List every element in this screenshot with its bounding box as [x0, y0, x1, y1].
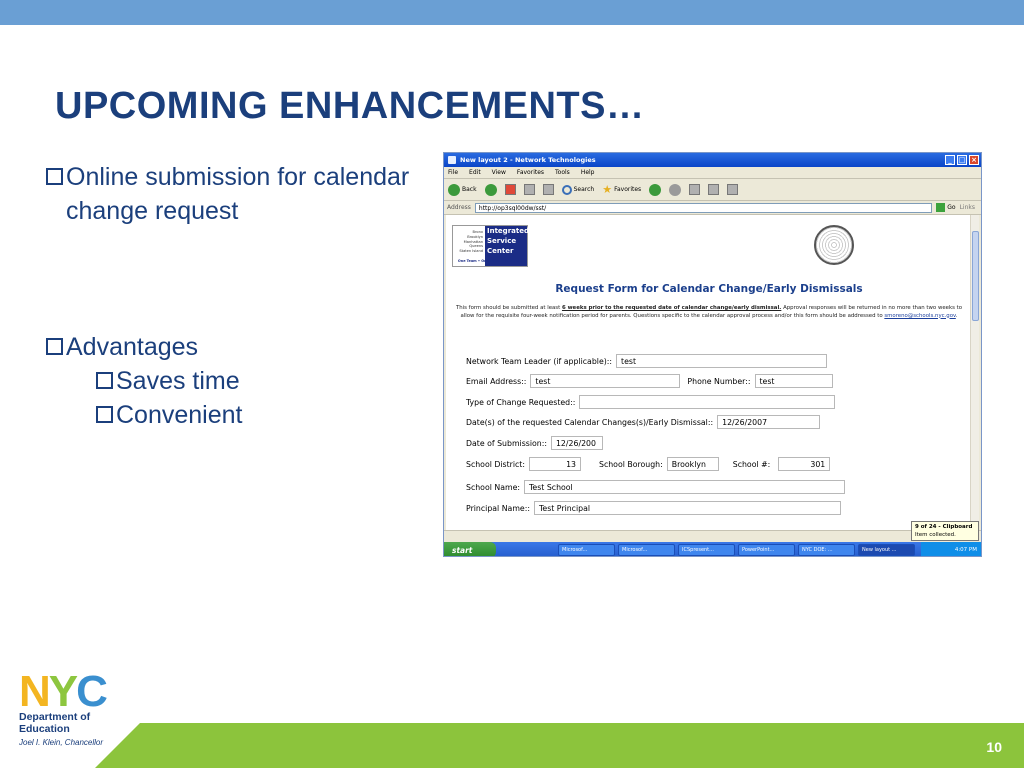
- address-input[interactable]: http://op3sql00dw/sst/: [475, 203, 932, 213]
- bullet-list: [46, 160, 426, 432]
- address-label: Address: [447, 204, 471, 211]
- checkbox-bullet-icon: [46, 338, 63, 355]
- stop-icon[interactable]: [505, 184, 516, 195]
- mail-icon[interactable]: [669, 184, 681, 196]
- principal-name-field[interactable]: Test Principal: [534, 501, 841, 515]
- back-arrow-icon: [448, 184, 460, 196]
- requested-dates-field[interactable]: 12/26/2007: [717, 415, 820, 429]
- menu-view[interactable]: View: [491, 169, 506, 176]
- city-seal-icon: [814, 225, 854, 265]
- bullet-online-submission: [46, 160, 426, 228]
- department-name: Department of Education: [19, 711, 91, 735]
- task-button[interactable]: Microsof...: [618, 544, 675, 556]
- star-icon: ★: [602, 183, 613, 196]
- search-button[interactable]: Search: [562, 185, 595, 195]
- school-name-field[interactable]: Test School: [524, 480, 845, 494]
- bullet-text: Convenient: [116, 401, 243, 429]
- history-icon[interactable]: [649, 184, 661, 196]
- bullet-text: Saves time: [116, 367, 240, 395]
- maximize-icon[interactable]: □: [958, 156, 966, 164]
- field-row-principal: Principal Name:: Test Principal: [466, 501, 841, 515]
- field-row-submission: Date of Submission:: 12/26/200: [466, 436, 603, 450]
- change-type-field[interactable]: [579, 395, 835, 409]
- field-row-email-phone: Email Address:: test Phone Number:: test: [466, 374, 833, 388]
- close-icon[interactable]: ×: [969, 155, 979, 165]
- field-row-school: School District: 13 School Borough: Brooklyn School #: 301: [466, 457, 830, 471]
- bullet-saves-time: [46, 364, 426, 398]
- chancellor-name: Joel I. Klein, Chancellor: [19, 738, 104, 747]
- folder-icon[interactable]: [727, 184, 738, 195]
- favorites-button[interactable]: ★ Favorites: [602, 183, 642, 196]
- menu-file[interactable]: File: [448, 169, 459, 176]
- contact-email-link[interactable]: smoreno@schools.nyc.gov: [884, 312, 956, 319]
- district-field[interactable]: 13: [529, 457, 581, 471]
- bullet-advantages: [46, 330, 426, 364]
- status-bar: [444, 530, 982, 542]
- clipboard-popup[interactable]: 9 of 24 - Clipboard Item collected.: [911, 521, 979, 541]
- links-label[interactable]: Links: [959, 204, 975, 211]
- window-title: New layout 2 - Network Technologies: [460, 156, 596, 164]
- scroll-thumb[interactable]: [972, 231, 979, 321]
- field-row-school-name: School Name: Test School: [466, 480, 845, 494]
- field-row-dates: Date(s) of the requested Calendar Changes(s)/Early Dismissal:: 12/26/2007: [466, 415, 820, 429]
- slide-title: UPCOMING ENHANCEMENTS…: [55, 85, 645, 127]
- page-number: 10: [986, 739, 1002, 755]
- menu-favorites[interactable]: Favorites: [516, 169, 545, 176]
- checkbox-bullet-icon: [96, 372, 113, 389]
- search-icon: [562, 185, 572, 195]
- email-field[interactable]: test: [530, 374, 680, 388]
- checkbox-bullet-icon: [46, 168, 63, 185]
- task-button-active[interactable]: New layout ...: [858, 544, 915, 556]
- forward-arrow-icon[interactable]: [485, 184, 497, 196]
- page-content: [446, 215, 972, 530]
- menu-edit[interactable]: Edit: [469, 169, 481, 176]
- task-button[interactable]: PowerPoint...: [738, 544, 795, 556]
- menu-tools[interactable]: Tools: [555, 169, 570, 176]
- isc-name-box: Integrated Service Center: [485, 226, 527, 266]
- bullet-convenient: [46, 398, 426, 432]
- school-number-field[interactable]: 301: [778, 457, 830, 471]
- top-accent-bar: [0, 0, 1024, 25]
- windows-taskbar: [444, 542, 982, 557]
- browser-window-screenshot: [443, 152, 982, 557]
- task-button[interactable]: NYC DOE: ...: [798, 544, 855, 556]
- checkbox-bullet-icon: [96, 406, 113, 423]
- quick-launch: [499, 544, 555, 556]
- field-row-change-type: Type of Change Requested::: [466, 395, 835, 409]
- nyc-logo-letters: NYC: [19, 667, 106, 716]
- go-button[interactable]: Go: [936, 203, 955, 212]
- phone-field[interactable]: test: [755, 374, 833, 388]
- go-arrow-icon: [936, 203, 945, 212]
- home-icon[interactable]: [543, 184, 554, 195]
- footer-band: [0, 723, 1024, 768]
- ie-icon: [448, 156, 456, 164]
- address-bar: [444, 201, 981, 215]
- isc-boroughs: Bronx Brooklyn Manhattan Queens Staten Island: [459, 230, 483, 254]
- submission-date-field[interactable]: 12/26/200: [551, 436, 603, 450]
- menu-help[interactable]: Help: [580, 169, 595, 176]
- form-intro: This form should be submitted at least 6 weeks prior to the requested date of calendar change/early dismissal. Approval responses will be returned in no more than two weeks to allow for the requisite four-week notification period for parents. Questions specific to the calendar approval process and/or this form should be addressed to smoreno@schools.nyc.gov.: [455, 305, 963, 319]
- refresh-icon[interactable]: [524, 184, 535, 195]
- bullet-text: Online submission for calendar change request: [66, 163, 410, 225]
- back-button[interactable]: Back: [448, 184, 477, 196]
- task-button[interactable]: ICSpresent...: [678, 544, 735, 556]
- browser-toolbar: [444, 179, 981, 201]
- edit-icon[interactable]: [708, 184, 719, 195]
- network-leader-field[interactable]: test: [616, 354, 827, 368]
- field-row-network-leader: Network Team Leader (if applicable):: test: [466, 354, 827, 368]
- vertical-scrollbar[interactable]: [970, 215, 979, 530]
- bullet-text: Advantages: [66, 333, 199, 361]
- browser-titlebar: [444, 153, 981, 167]
- menu-bar: [444, 167, 981, 179]
- print-icon[interactable]: [689, 184, 700, 195]
- minimize-icon[interactable]: _: [945, 155, 955, 165]
- system-tray-clock: 4:07 PM: [921, 542, 982, 557]
- start-button[interactable]: start: [444, 542, 496, 557]
- task-button[interactable]: Microsof...: [558, 544, 615, 556]
- borough-field[interactable]: Brooklyn: [667, 457, 719, 471]
- isc-tagline: One Team • One Voice • One Goal: [457, 259, 523, 263]
- nyc-doe-logo: [19, 667, 129, 762]
- form-title: Request Form for Calendar Change/Early Dismissals: [555, 283, 863, 295]
